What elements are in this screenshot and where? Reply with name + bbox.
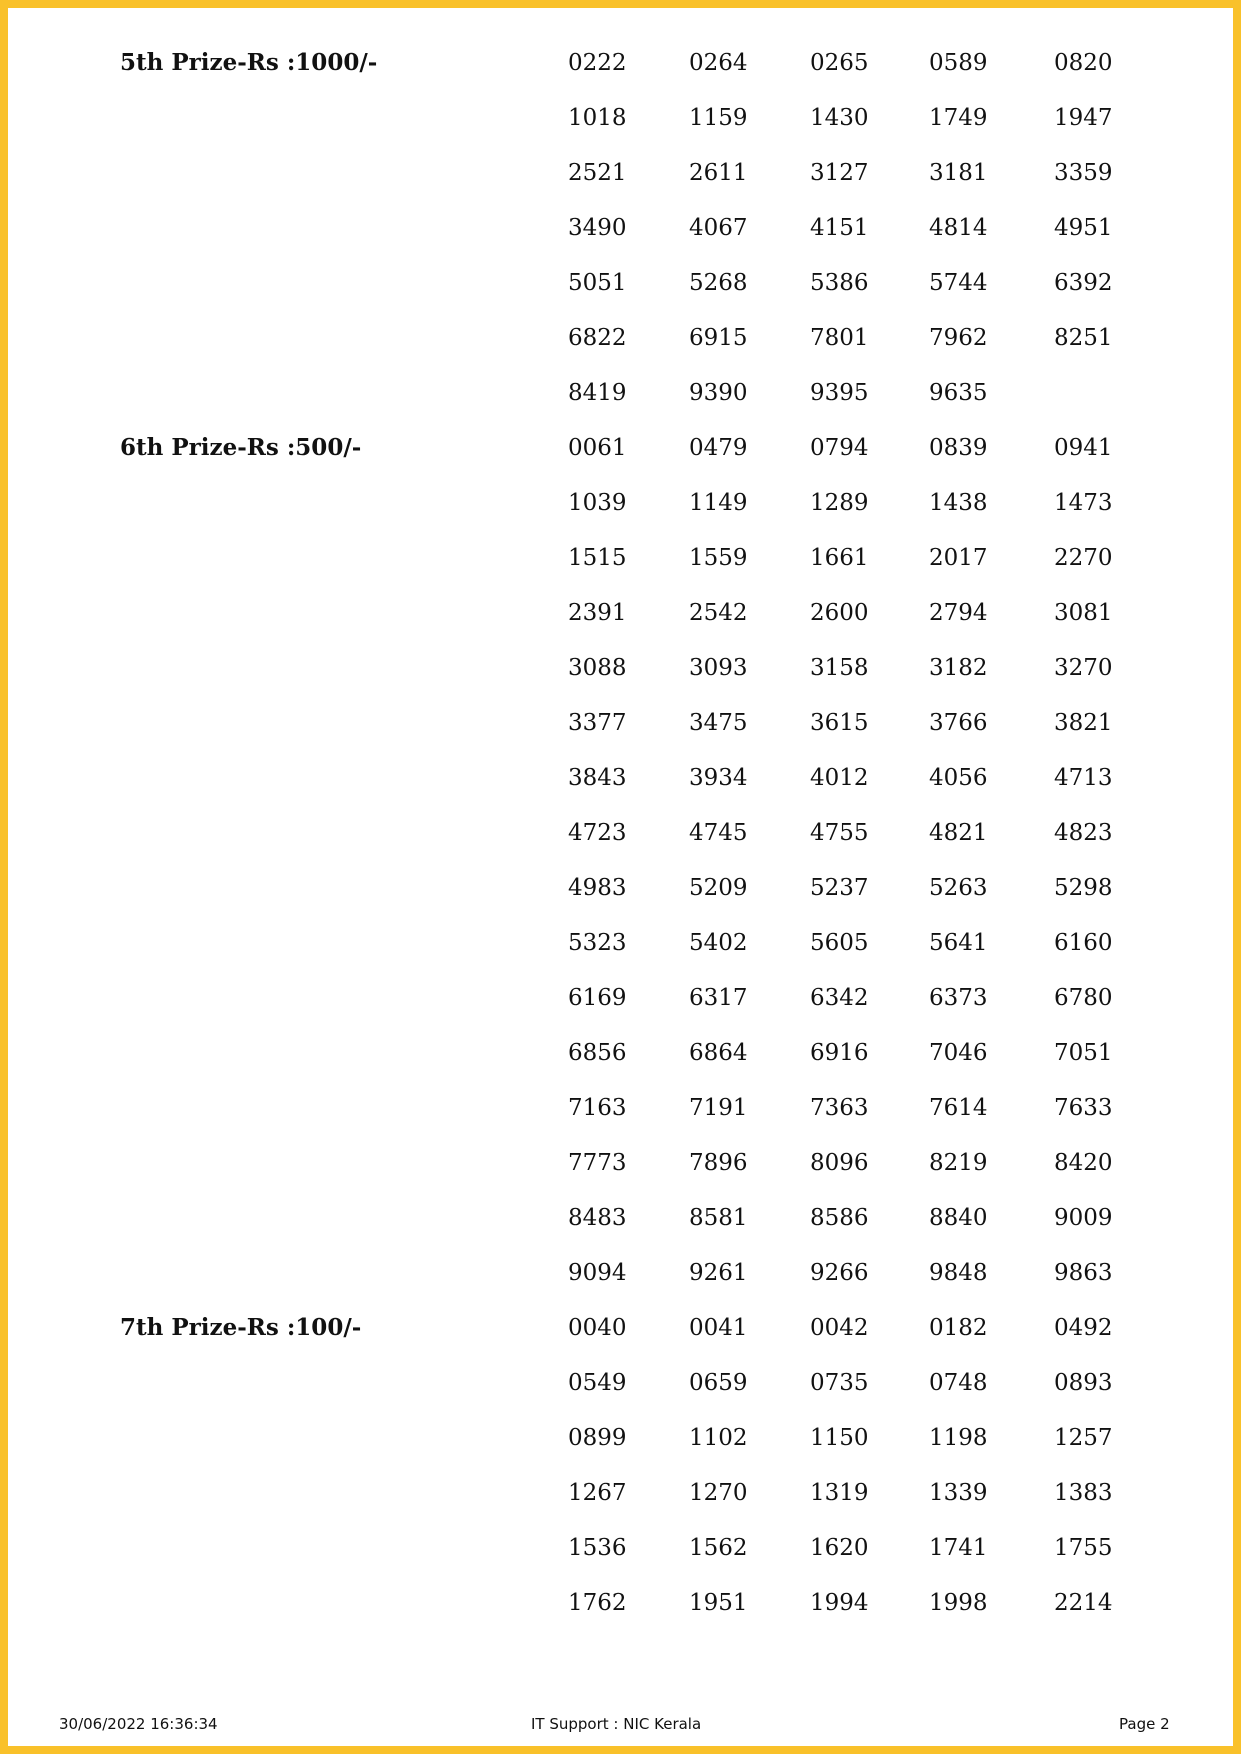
ticket-number: 8251 [1054, 325, 1113, 351]
ticket-number: 1319 [810, 1480, 869, 1506]
ticket-number: 9863 [1054, 1260, 1113, 1286]
result-row [0, 873, 1241, 928]
result-row [0, 1478, 1241, 1533]
ticket-number: 2521 [568, 160, 627, 186]
ticket-number: 3088 [568, 655, 627, 681]
ticket-number: 0794 [810, 435, 869, 461]
ticket-number: 1741 [929, 1535, 988, 1561]
ticket-number: 1536 [568, 1535, 627, 1561]
ticket-number: 6916 [810, 1040, 869, 1066]
ticket-number: 5605 [810, 930, 869, 956]
ticket-number: 1430 [810, 105, 869, 131]
ticket-number: 0492 [1054, 1315, 1113, 1341]
ticket-number: 2542 [689, 600, 748, 626]
prize-label: 7th Prize-Rs :100/- [120, 1314, 362, 1341]
result-row [0, 488, 1241, 543]
ticket-number: 9266 [810, 1260, 869, 1286]
result-row [0, 543, 1241, 598]
ticket-number: 0839 [929, 435, 988, 461]
ticket-number: 4821 [929, 820, 988, 846]
result-row [0, 158, 1241, 213]
ticket-number: 0042 [810, 1315, 869, 1341]
ticket-number: 1339 [929, 1480, 988, 1506]
ticket-number: 2611 [689, 160, 748, 186]
ticket-number: 8096 [810, 1150, 869, 1176]
ticket-number: 6160 [1054, 930, 1113, 956]
result-row [0, 1313, 1241, 1368]
ticket-number: 3377 [568, 710, 627, 736]
ticket-number: 6822 [568, 325, 627, 351]
ticket-number: 7801 [810, 325, 869, 351]
ticket-number: 1559 [689, 545, 748, 571]
ticket-number: 8586 [810, 1205, 869, 1231]
ticket-number: 1383 [1054, 1480, 1113, 1506]
ticket-number: 4012 [810, 765, 869, 791]
ticket-number: 4745 [689, 820, 748, 846]
result-row [0, 983, 1241, 1038]
ticket-number: 1755 [1054, 1535, 1113, 1561]
result-row [0, 103, 1241, 158]
ticket-number: 0748 [929, 1370, 988, 1396]
ticket-number: 5323 [568, 930, 627, 956]
ticket-number: 5051 [568, 270, 627, 296]
ticket-number: 5641 [929, 930, 988, 956]
ticket-number: 5263 [929, 875, 988, 901]
ticket-number: 0182 [929, 1315, 988, 1341]
ticket-number: 4713 [1054, 765, 1113, 791]
ticket-number: 3766 [929, 710, 988, 736]
result-row [0, 268, 1241, 323]
ticket-number: 5402 [689, 930, 748, 956]
ticket-number: 5209 [689, 875, 748, 901]
ticket-number: 5386 [810, 270, 869, 296]
result-row [0, 1148, 1241, 1203]
ticket-number: 1270 [689, 1480, 748, 1506]
ticket-number: 0265 [810, 50, 869, 76]
ticket-number: 3615 [810, 710, 869, 736]
ticket-number: 0941 [1054, 435, 1113, 461]
ticket-number: 7363 [810, 1095, 869, 1121]
ticket-number: 8219 [929, 1150, 988, 1176]
ticket-number: 7633 [1054, 1095, 1113, 1121]
prize-label: 5th Prize-Rs :1000/- [120, 49, 378, 76]
ticket-number: 1159 [689, 105, 748, 131]
ticket-number: 6780 [1054, 985, 1113, 1011]
ticket-number: 3934 [689, 765, 748, 791]
ticket-number: 9848 [929, 1260, 988, 1286]
result-row [0, 818, 1241, 873]
ticket-number: 7614 [929, 1095, 988, 1121]
ticket-number: 7163 [568, 1095, 627, 1121]
ticket-number: 0041 [689, 1315, 748, 1341]
ticket-number: 0549 [568, 1370, 627, 1396]
ticket-number: 1762 [568, 1590, 627, 1616]
ticket-number: 3475 [689, 710, 748, 736]
ticket-number: 6915 [689, 325, 748, 351]
ticket-number: 9635 [929, 380, 988, 406]
ticket-number: 7896 [689, 1150, 748, 1176]
ticket-number: 9395 [810, 380, 869, 406]
ticket-number: 0479 [689, 435, 748, 461]
ticket-number: 0040 [568, 1315, 627, 1341]
ticket-number: 3270 [1054, 655, 1113, 681]
ticket-number: 6317 [689, 985, 748, 1011]
ticket-number: 0061 [568, 435, 627, 461]
ticket-number: 9261 [689, 1260, 748, 1286]
ticket-number: 3158 [810, 655, 869, 681]
ticket-number: 9094 [568, 1260, 627, 1286]
ticket-number: 2214 [1054, 1590, 1113, 1616]
ticket-number: 7773 [568, 1150, 627, 1176]
ticket-number: 1994 [810, 1590, 869, 1616]
ticket-number: 3127 [810, 160, 869, 186]
ticket-number: 1661 [810, 545, 869, 571]
ticket-number: 4951 [1054, 215, 1113, 241]
footer-support: IT Support : NIC Kerala [531, 1715, 702, 1733]
ticket-number: 1562 [689, 1535, 748, 1561]
footer-timestamp: 30/06/2022 16:36:34 [59, 1715, 218, 1733]
ticket-number: 4151 [810, 215, 869, 241]
ticket-number: 1039 [568, 490, 627, 516]
ticket-number: 1150 [810, 1425, 869, 1451]
ticket-number: 2600 [810, 600, 869, 626]
result-row [0, 1588, 1241, 1643]
result-row [0, 708, 1241, 763]
ticket-number: 0222 [568, 50, 627, 76]
result-row [0, 598, 1241, 653]
ticket-number: 8420 [1054, 1150, 1113, 1176]
ticket-number: 6373 [929, 985, 988, 1011]
ticket-number: 5298 [1054, 875, 1113, 901]
result-row [0, 1093, 1241, 1148]
result-row [0, 1533, 1241, 1588]
ticket-number: 4814 [929, 215, 988, 241]
ticket-number: 6392 [1054, 270, 1113, 296]
result-row [0, 213, 1241, 268]
ticket-number: 9009 [1054, 1205, 1113, 1231]
ticket-number: 1438 [929, 490, 988, 516]
ticket-number: 0264 [689, 50, 748, 76]
ticket-number: 1102 [689, 1425, 748, 1451]
ticket-number: 8840 [929, 1205, 988, 1231]
ticket-number: 1257 [1054, 1425, 1113, 1451]
ticket-number: 6864 [689, 1040, 748, 1066]
ticket-number: 6342 [810, 985, 869, 1011]
result-row [0, 1258, 1241, 1313]
ticket-number: 1267 [568, 1480, 627, 1506]
ticket-number: 0659 [689, 1370, 748, 1396]
result-row [0, 653, 1241, 708]
ticket-number: 0899 [568, 1425, 627, 1451]
result-row [0, 1038, 1241, 1093]
ticket-number: 7051 [1054, 1040, 1113, 1066]
ticket-number: 4723 [568, 820, 627, 846]
ticket-number: 0735 [810, 1370, 869, 1396]
ticket-number: 1473 [1054, 490, 1113, 516]
ticket-number: 6169 [568, 985, 627, 1011]
ticket-number: 2391 [568, 600, 627, 626]
ticket-number: 8483 [568, 1205, 627, 1231]
ticket-number: 4056 [929, 765, 988, 791]
ticket-number: 3843 [568, 765, 627, 791]
ticket-number: 3821 [1054, 710, 1113, 736]
ticket-number: 0820 [1054, 50, 1113, 76]
ticket-number: 0589 [929, 50, 988, 76]
ticket-number: 0893 [1054, 1370, 1113, 1396]
ticket-number: 2017 [929, 545, 988, 571]
result-row [0, 433, 1241, 488]
ticket-number: 2794 [929, 600, 988, 626]
ticket-number: 1198 [929, 1425, 988, 1451]
ticket-number: 1998 [929, 1590, 988, 1616]
ticket-number: 5237 [810, 875, 869, 901]
ticket-number: 8581 [689, 1205, 748, 1231]
ticket-number: 5268 [689, 270, 748, 296]
result-row [0, 763, 1241, 818]
prize-label: 6th Prize-Rs :500/- [120, 434, 362, 461]
ticket-number: 4983 [568, 875, 627, 901]
result-row [0, 1423, 1241, 1478]
ticket-number: 4067 [689, 215, 748, 241]
result-row [0, 1203, 1241, 1258]
ticket-number: 1515 [568, 545, 627, 571]
result-row [0, 48, 1241, 103]
ticket-number: 3359 [1054, 160, 1113, 186]
ticket-number: 2270 [1054, 545, 1113, 571]
ticket-number: 4823 [1054, 820, 1113, 846]
ticket-number: 7191 [689, 1095, 748, 1121]
result-row [0, 323, 1241, 378]
ticket-number: 1149 [689, 490, 748, 516]
ticket-number: 3181 [929, 160, 988, 186]
ticket-number: 1620 [810, 1535, 869, 1561]
ticket-number: 1289 [810, 490, 869, 516]
ticket-number: 1018 [568, 105, 627, 131]
result-row [0, 928, 1241, 983]
ticket-number: 5744 [929, 270, 988, 296]
footer-page-number: Page 2 [1119, 1715, 1170, 1733]
ticket-number: 6856 [568, 1040, 627, 1066]
ticket-number: 7046 [929, 1040, 988, 1066]
ticket-number: 1749 [929, 105, 988, 131]
ticket-number: 4755 [810, 820, 869, 846]
ticket-number: 3093 [689, 655, 748, 681]
ticket-number: 1947 [1054, 105, 1113, 131]
result-row [0, 378, 1241, 433]
ticket-number: 3081 [1054, 600, 1113, 626]
ticket-number: 7962 [929, 325, 988, 351]
ticket-number: 8419 [568, 380, 627, 406]
result-row [0, 1368, 1241, 1423]
ticket-number: 9390 [689, 380, 748, 406]
ticket-number: 1951 [689, 1590, 748, 1616]
ticket-number: 3182 [929, 655, 988, 681]
ticket-number: 3490 [568, 215, 627, 241]
